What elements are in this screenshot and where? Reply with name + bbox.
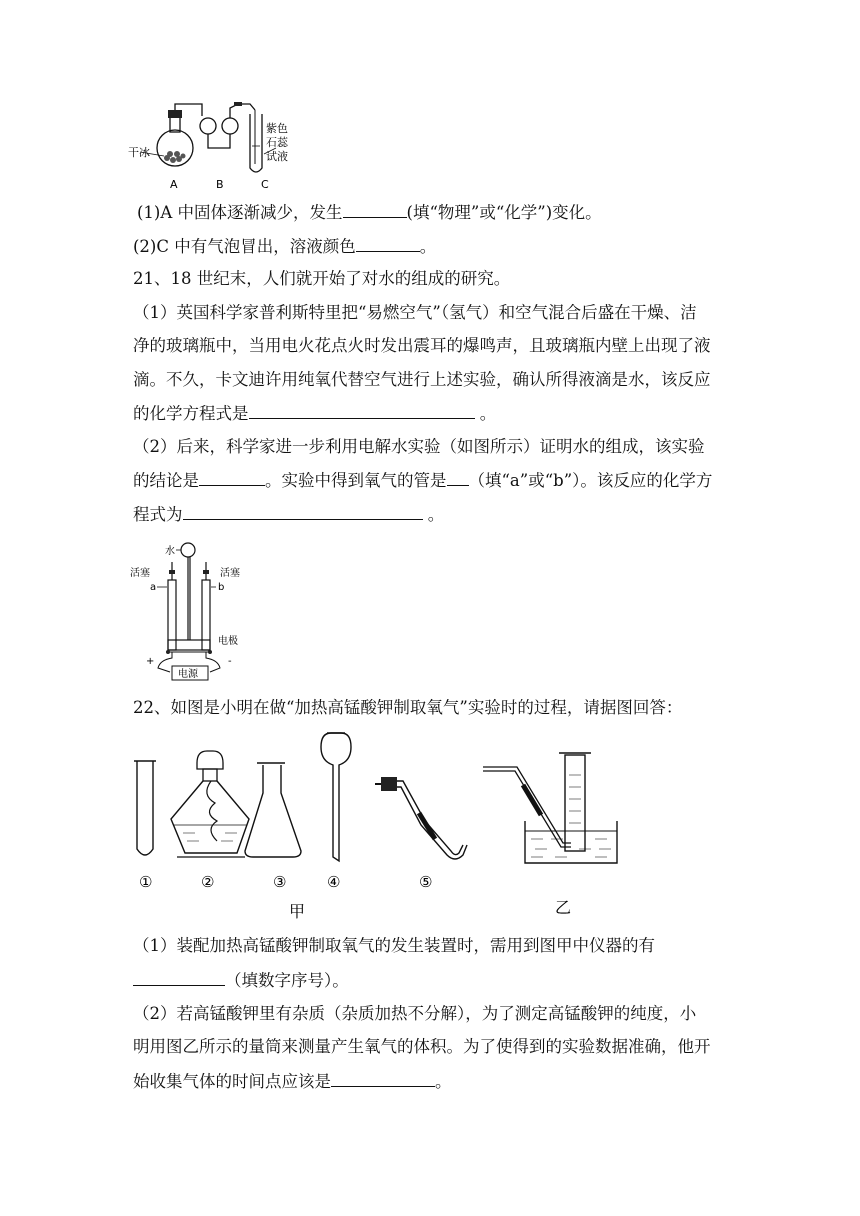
label-num-4: ④: [327, 873, 341, 891]
electrolysis-figure: [130, 540, 245, 682]
label-stopcock-right: 活塞: [220, 568, 240, 579]
label-num-5: ⑤: [419, 873, 433, 891]
q21-p1-line3: 滴。不久，卡文迪许用纯氧代替空气进行上述实验，确认所得液滴是水，该反应: [133, 370, 711, 389]
test-tube: [134, 761, 156, 855]
label-litmus-3: 试液: [266, 150, 288, 163]
label-jia: 甲: [289, 902, 306, 921]
q21-equation-blank1[interactable]: [249, 402, 475, 419]
q22-p2-line3: 始收集气体的时间点应该是 。: [133, 1072, 452, 1091]
apparatus-figure: [125, 725, 625, 925]
q21-title: 21、18 世纪末，人们就开始了对水的组成的研究。: [133, 269, 511, 288]
long-neck-funnel: [321, 733, 351, 861]
label-tube-b: b: [218, 582, 225, 593]
label-minus: -: [228, 656, 232, 667]
label-water: 水: [165, 546, 175, 557]
dry-ice-pieces: [164, 151, 186, 163]
q21-equation-blank2[interactable]: [183, 503, 423, 520]
q21-p2-line1: （2）后来，科学家进一步利用电解水实验（如图所示）证明水的组成，该实验: [133, 437, 705, 456]
q21-conclusion-blank[interactable]: [199, 469, 265, 486]
q21-p1-line2: 净的玻璃瓶中，当用电火花点火时发出震耳的爆鸣声，且玻璃瓶内壁上出现了液: [133, 336, 711, 355]
q22-time-blank[interactable]: [331, 1070, 435, 1087]
q21-oxygen-tube-blank[interactable]: [447, 469, 469, 486]
q22-p2-line1: （2）若高锰酸钾里有杂质（杂质加热不分解），为了测定高锰酸钾的纯度，小: [133, 1004, 697, 1023]
label-plus: +: [146, 656, 155, 667]
label-stopcock-left: 活塞: [130, 568, 150, 579]
q20-part1: (1)A 中固体逐渐减少，发生 (填“物理”或“化学”)变化。: [137, 203, 602, 222]
alcohol-lamp: [171, 751, 249, 857]
label-power: 电源: [178, 669, 198, 680]
label-litmus-2: 石蕊: [266, 136, 288, 149]
label-electrode: 电极: [218, 636, 238, 647]
q20-part2: (2)C 中有气泡冒出，溶液颜色 。: [133, 237, 437, 256]
q21-p2-line2: 的结论是 。实验中得到氧气的管是 （填“a”或“b”）。该反应的化学方: [133, 471, 713, 490]
conical-flask: [245, 763, 301, 857]
label-tube-a: a: [150, 582, 157, 593]
q20-blank1[interactable]: [343, 201, 407, 218]
label-num-3: ③: [273, 873, 287, 891]
co2-apparatus-figure: [128, 96, 288, 196]
label-num-2: ②: [201, 873, 215, 891]
stopper-delivery-tube: [375, 777, 467, 859]
label-yi: 乙: [555, 898, 572, 917]
q21-p1-line4: 的化学方程式是 。: [133, 404, 497, 423]
q22-p1-line1: （1）装配加热高锰酸钾制取氧气的发生装置时，需用到图甲中仪器的有: [133, 936, 655, 955]
q22-p2-line2: 明用图乙所示的量筒来测量产生氧气的体积。为了使得到的实验数据准确，他开: [133, 1037, 711, 1056]
q20-blank2[interactable]: [356, 235, 420, 252]
label-c: C: [261, 178, 269, 191]
label-litmus-1: 紫色: [266, 122, 288, 135]
label-a: A: [170, 178, 178, 191]
q22-p1-line2: （填数字序号）。: [133, 969, 349, 992]
label-num-1: ①: [139, 873, 153, 891]
water-trough-setup: [483, 753, 617, 863]
q22-title: 22、如图是小明在做“加热高锰酸钾制取氧气”实验时的过程，请据图回答：: [133, 698, 683, 717]
label-dry-ice: 干冰: [128, 146, 150, 159]
q21-p1-line1: （1）英国科学家普利斯特里把“易燃空气”（氢气）和空气混合后盛在干燥、洁: [133, 303, 697, 322]
q22-instruments-blank[interactable]: [133, 969, 225, 986]
q21-p2-line3: 程式为 。: [133, 505, 445, 524]
label-b: B: [216, 178, 224, 191]
